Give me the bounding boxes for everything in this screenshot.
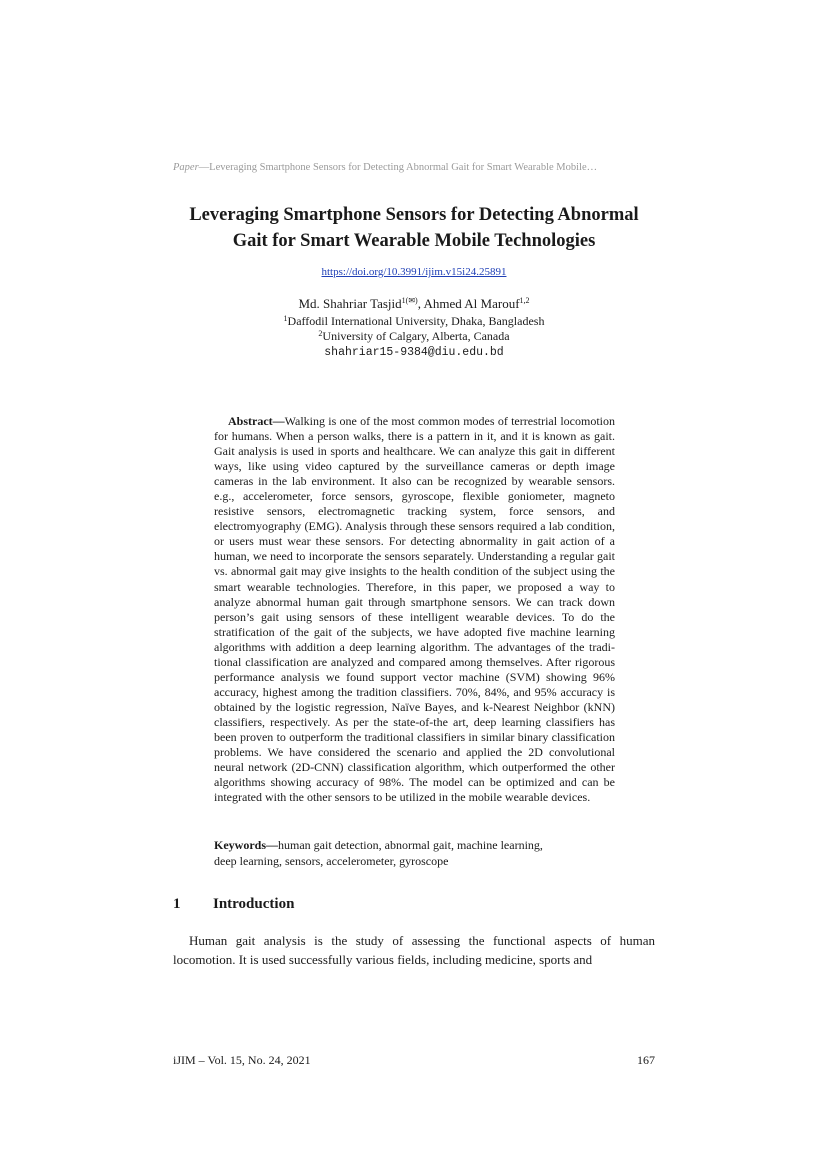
section-number: 1	[173, 896, 181, 912]
affiliation-1	[173, 314, 655, 329]
doi-link[interactable]: https://doi.org/10.3991/ijim.v15i24.25891	[321, 266, 507, 278]
abstract-label: Abstract—	[228, 414, 285, 428]
affiliation-2	[173, 329, 655, 344]
footer-page-number: 167	[637, 1053, 655, 1067]
abstract	[214, 414, 615, 805]
author-separator: ,	[417, 296, 424, 311]
introduction-paragraph: Human gait analysis is the study of assessing the functional aspects of human locomotion. It is used successfully various fields, including medicine, sports and	[173, 933, 655, 967]
footer-journal: iJIM – Vol. 15, No. 24, 2021	[173, 1053, 311, 1067]
author-1-affiliation-mark: 1(✉)	[401, 296, 418, 305]
affiliation-1-mark: 1	[283, 314, 288, 323]
affiliation-1-text: Daffodil International University, Dhaka, Bangladesh	[287, 314, 545, 328]
section-title: Introduction	[213, 896, 295, 912]
author-1-name: Md. Shahriar Tasjid	[298, 296, 402, 311]
author-2-name: Ahmed Al Marouf	[423, 296, 520, 311]
abstract-text: Walking is one of the most common modes of terrestrial locomotion for humans. When a person walks, there is a pattern in it, and it is known as gait. Gait analysis is used in sports and healthcare. We can analyze this gait in different ways, like using video captured by the surveillance cameras or depth image cameras in the lab environment. It also can be recognized by wearable sensors. e.g., accelerometer, force sensors, gyroscope, flexible goniometer, magneto resistive sensors, electromagnetic tracking system, force sensors, and electromyography (EMG). Analysis through these sensors required a lab condition, or users must wear these sensors. For detecting abnormality in gait action of a human, we need to incorporate the sensors separately. Understanding a regular gait vs. abnormal gait may give insights to the health condition of the subject using the smart wearable technologies. Therefore, in this paper, we proposed a way to analyze abnormal human gait through smartphone sensors. We can track down person’s gait using sensors of these intelligent wearable devices. To do the stratification of the gait of the subjects, we have adopted five machine learning algorithms with addition a deep learning algorithm. The advantages of the traditional classification are analyzed and compared among themselves. After rigorous performance analysis we found support vector machine (SVM) showing 96% accuracy, highest among the tradition classifiers. 70%, 84%, and 95% accuracy is obtained by the logistic regression, Naïve Bayes, and k-Nearest Neighbor (kNN) classifiers, respectively. As per the state-of-the art, deep learning classifiers has been proven to outperform the traditional classifiers in similar binary classification problems. We have considered the scenario and applied the 2D convolutional neural network (2D-CNN) classification algorithm, which outperformed the other algorithms showing accuracy of 98%. The model can be optimized and can be integrated with the other sensors to be utilized in the mobile wearable devices.	[214, 414, 615, 805]
paper-title	[150, 202, 678, 254]
section-heading-introduction	[173, 896, 655, 913]
title-line-2: Gait for Smart Wearable Mobile Technologies	[232, 231, 596, 251]
running-head-label: Paper	[173, 162, 199, 173]
keywords-line-2: deep learning, sensors, accelerometer, gyroscope	[214, 853, 449, 868]
affiliation-2-text: University of Calgary, Alberta, Canada	[322, 329, 510, 343]
title-line-1: Leveraging Smartphone Sensors for Detecting Abnormal	[189, 205, 639, 225]
author-email: shahriar15-9384@diu.edu.bd	[324, 346, 504, 359]
affiliation-2-mark: 2	[318, 329, 323, 338]
running-head-text: —Leveraging Smartphone Sensors for Detecting Abnormal Gait for Smart Wearable Mobile…	[198, 162, 598, 173]
author-list	[173, 296, 655, 312]
author-2-affiliation-mark: 1,2	[519, 296, 530, 305]
keywords-line-1: human gait detection, abnormal gait, machine learning,	[278, 838, 543, 852]
keywords-label: Keywords—	[214, 838, 278, 852]
keywords	[214, 838, 615, 869]
running-head	[173, 162, 655, 173]
